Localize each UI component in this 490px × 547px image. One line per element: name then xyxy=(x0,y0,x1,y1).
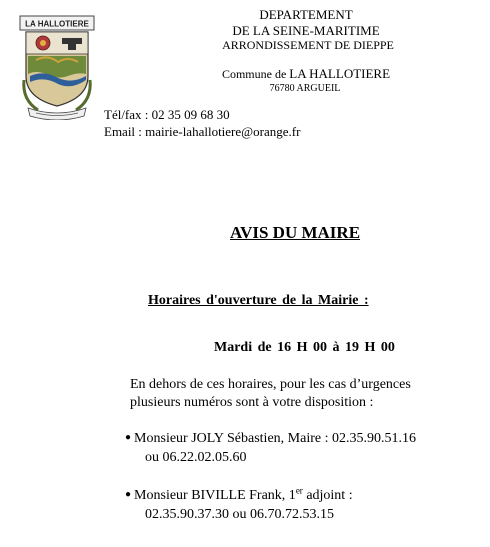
notice-title: AVIS DU MAIRE xyxy=(230,223,361,242)
contact-deputy-name: Monsieur BIVILLE Frank, 1 xyxy=(134,488,296,503)
contact-deputy-line-2: 02.35.90.37.30 ou 06.70.72.53.15 xyxy=(145,507,334,522)
urgency-line-2: plusieurs numéros sont à votre disposition : xyxy=(130,395,374,410)
header-department: DEPARTEMENT xyxy=(259,7,353,22)
contact-deputy-role: adjoint : xyxy=(302,488,353,503)
commune-prefix: Commune de xyxy=(221,67,290,81)
header-seine-maritime: DE LA SEINE-MARITIME xyxy=(232,23,380,38)
hours-heading: Horaires d'ouverture de la Mairie : xyxy=(148,293,369,308)
crest-emblem xyxy=(18,14,96,120)
contact-mayor-line-2: ou 06.22.02.05.60 xyxy=(145,450,247,465)
urgency-paragraph xyxy=(130,376,480,412)
urgency-line-1: En dehors de ces horaires, pour les cas d’urgences xyxy=(130,377,411,392)
commune-name: LA HALLOTIERE xyxy=(289,66,391,81)
crest-banner-text: LA HALLOTIERE xyxy=(25,19,89,29)
contact-telephone: Tél/fax : 02 35 09 68 30 xyxy=(104,107,230,122)
contact-email: Email : mairie-lahallotiere@orange.fr xyxy=(104,124,301,139)
header-postal-code: 76780 ARGUEIL xyxy=(269,83,341,94)
contact-mayor xyxy=(125,430,416,449)
contact-deputy-ordinal: er xyxy=(295,485,303,496)
header-commune xyxy=(196,66,416,82)
contact-mayor-line-1: Monsieur JOLY Sébastien, Maire : 02.35.90.51.16 xyxy=(134,431,416,446)
bullet-icon: ● xyxy=(125,432,132,443)
bullet-icon: ● xyxy=(125,489,132,500)
opening-hours: Mardi de 16 H 00 à 19 H 00 xyxy=(214,340,395,355)
municipal-crest xyxy=(18,14,96,120)
header-arrondissement: ARRONDISSEMENT DE DIEPPE xyxy=(222,38,394,52)
contact-deputy xyxy=(125,487,353,506)
